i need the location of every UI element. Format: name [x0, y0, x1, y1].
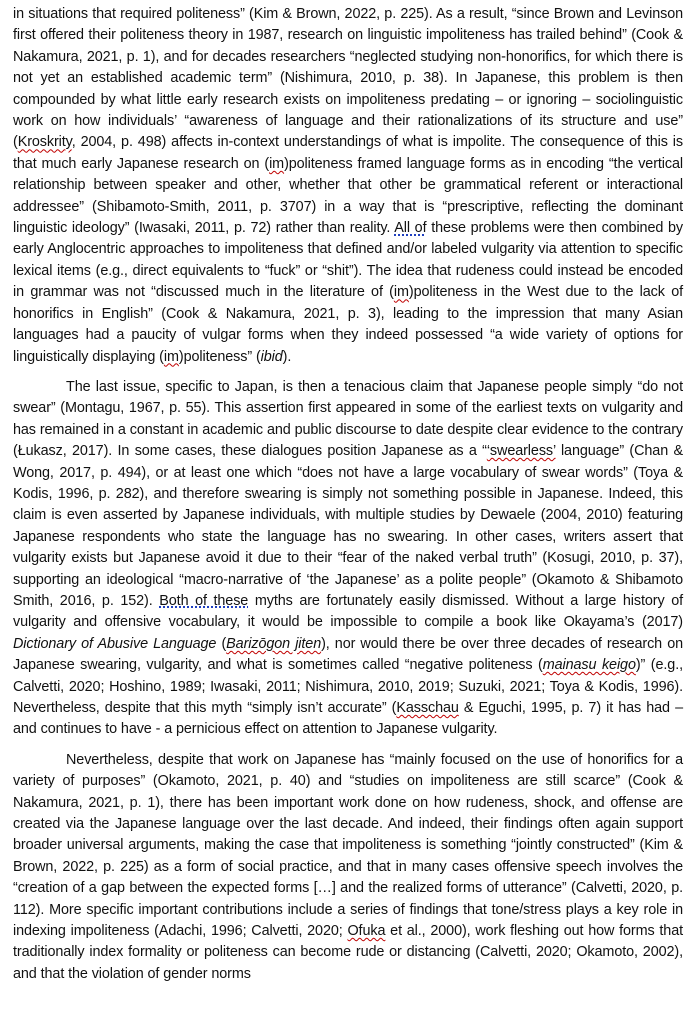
spellcheck-flagged-word: Kasschau [396, 700, 459, 716]
text-run: language” (Chan & Wong, 2017, p. 494), or at least one which “does not have a large vocabulary of swear words” (Toya & Kodis, 1996, p. 282), and therefore swearing is simply not something possible in Japanese. Indeed, this claim is even asserted by Japanese individuals, with multiple studies by Dewaele (2004, 2010) featuring Japanese respondents who state the language has no swearing. In other cases, writers assert that vulgarity exists but Japanese avoid it due to their “fear of the naked verbal truth” (Kosugi, 2010, p. 37), supporting an ideological “macro-narrative of ‘the Japanese’ as a polite people” (Okamoto & Shibamoto Smith, 2016, p. 152). [13, 443, 683, 609]
spellcheck-flagged-word: Kroskrity [17, 134, 72, 151]
text-run: Nevertheless, despite that work on Japanese has “mainly focused on the use of honorifics for a variety of purposes” (Okamoto, 2021, p. 40) and “studies on impoliteness are still scarce” (Cook & Nakamura, 2021, p. 1), there has been important work done on how rudeness, shock, and offense are created via the Japanese language over the last decade. And indeed, their findings often again support broader universal arguments, making the case that impoliteness is something “jointly constructed” (Kim & Brown, 2022, p. 225) as a form of social practice, and that in many cases offensive speech involves the “creation of a gap between the expected forms […] and the realized forms of utterance” (Calvetti, 2020, p. 112). More specific important contributions include a series of findings that tone/stress plays a key role in indexing impoliteness (Adachi, 1996; Calvetti, 2020; [13, 751, 683, 940]
text-run: ( [216, 635, 227, 652]
spellcheck-flagged-word: Ofuka [347, 923, 386, 940]
text-run: The last issue, specific to Japan, is then a tenacious claim that Japanese people simply “do not swear” (Montagu, 1967, p. 55). This assertion first appeared in some of the earliest texts on vulgarity and has remained in a constant in academic and public discourse to date despite clear evidence to the contrary (Łukasz, 2017). In some cases, these dialogues position Japanese as a “ [13, 378, 683, 460]
text-run: these problems were then combined by early Anglocentric approaches to impoliteness that defined and/or labeled vulgarity via attention to specific lexical items (e.g., direct equivalents to “fuck” or “shit”). The idea that rudeness could instead be encoded in grammar was not “discussed much in the literature of ( [13, 220, 683, 301]
spellcheck-flagged-word: Barizōgon jiten [226, 635, 322, 652]
spellcheck-flagged-word: im [163, 348, 179, 365]
text-run: myths are fortunately easily dismissed. Without a large history of vulgarity and offensive vocabulary, it would be impossible to compile a book like Okayama’s (2017) [13, 592, 683, 631]
text-run: )politeness” ( [178, 348, 261, 365]
text-run: )politeness framed language forms as in encoding “the vertical relationship between speaker and other, whether that other be grammatical referent or interactional addressee” (Shibamoto-Smith, 2011, p. 3707) in a way that is “prescriptive, reflecting the dominant linguistic ideology” (Iwasaki, 2011, p. 72) rather than reality. [13, 155, 683, 237]
spellcheck-flagged-word: im [393, 284, 409, 301]
text-run: et al., 2000), work fleshing out how forms that traditionally index formality or politeness can become rude or distancing (Calvetti, 2020; Okamoto, 2002), and that the violation of gender norms [13, 923, 683, 982]
italic-text: ibid [260, 348, 283, 365]
grammar-flagged-phrase: Both of these [159, 592, 249, 609]
italic-text: Dictionary of Abusive Language [13, 635, 217, 652]
text-run: ). [282, 348, 292, 365]
grammar-flagged-phrase: All of [394, 220, 427, 237]
text-run: & Eguchi, 1995, p. 7) it has had – and continues to have - a pernicious effect on attention to Japanese vulgarity. [13, 700, 683, 738]
paragraph-2[interactable] [13, 377, 683, 741]
text-run: , 2004, p. 498) affects in-context understandings of what is impolite. The consequence of this is that much early Japanese research on ( [13, 134, 683, 172]
text-run: )politeness in the West due to the lack of honorifics in English” (Cook & Nakamura, 2021, p. 3), leading to the impression that many Asian languages had a paucity of vulgar forms when they indeed possessed “a wide variety of options for linguistically displaying ( [13, 284, 683, 365]
spellcheck-flagged-word: mainasu keigo [542, 657, 636, 674]
paragraph-1[interactable] [13, 4, 683, 368]
text-run: ), nor would there be over three decades of research on Japanese swearing, vulgarity, and what is sometimes called “negative politeness ( [13, 635, 684, 674]
text-run: in situations that required politeness” (Kim & Brown, 2022, p. 225). As a result, “since Brown and Levinson first offered their politeness theory in 1987, research on linguistic impoliteness has trailed behind” (Cook & Nakamura, 2021, p. 1), and for decades researchers “neglected studying non-honorifics, for which there is not yet an established academic term” (Nishimura, 2010, p. 38). In Japanese, this problem is then compounded by what little early research exists on impoliteness predating – or ignoring – sociolinguistic work on how individuals’ “awareness of language and their rationalizations of its structure and use” ( [13, 6, 683, 151]
paragraph-3[interactable] [13, 750, 683, 985]
spellcheck-flagged-word: im [269, 155, 285, 172]
text-run: )” (e.g., Calvetti, 2020; Hoshino, 1989; Iwasaki, 2011; Nishimura, 2010, 2019; Suzuki, 2021; Toya & Kodis, 1996). Nevertheless, despite that this myth “simply isn’t accurate” ( [13, 657, 683, 716]
spellcheck-flagged-word: ‘swearless’ [486, 443, 556, 460]
